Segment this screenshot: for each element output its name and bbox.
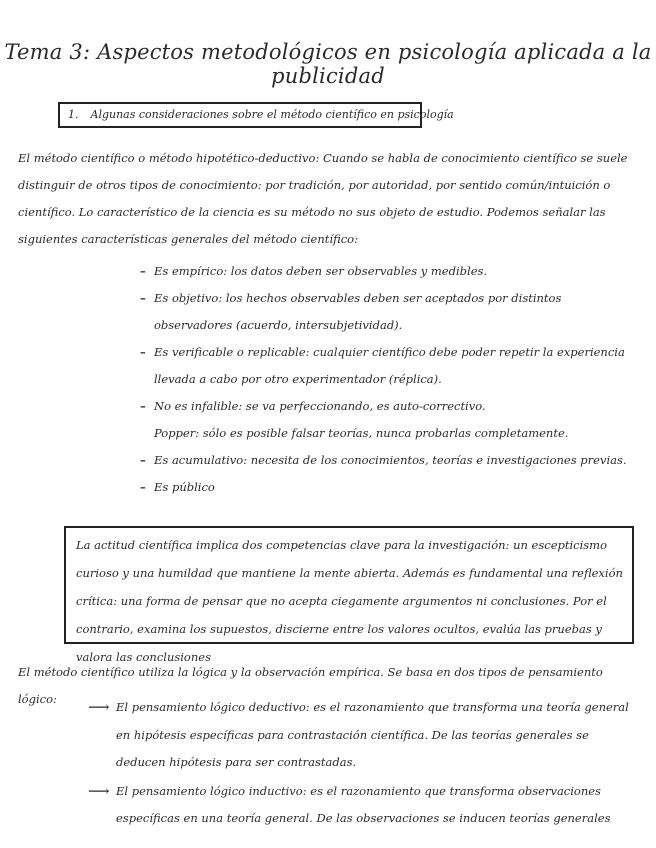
right-arrow-icon: ⟶ [88, 698, 110, 716]
list-item: – Es público [140, 474, 636, 501]
intro-paragraph [18, 145, 638, 253]
list-item [140, 393, 636, 447]
section-heading-box [58, 102, 454, 128]
callout-text: La actitud científica implica dos competencias clave para la investigación: un escepticismo curioso y una humildad que mantiene la mente abierta. Además es fundamental una reflexión crítica: una forma de pensar que no acepta ciegamente argumentos ni conclusiones. Por el contrario, examina los supuestos, discierne entre los valores ocultos, evalúa las pruebas y valora las conclusiones [76, 538, 623, 664]
logic-intro-text: El método científico utiliza la lógica y la observación empírica. Se basa en dos tipos de pensamiento lógico: [18, 665, 603, 706]
section-number: 1. [68, 108, 79, 121]
list-item-text: No es infalible: se va perfeccionando, es auto-correctivo. [154, 399, 486, 413]
popper-note: Popper: sólo es posible falsar teorías, nunca probarlas completamente. [154, 426, 569, 440]
list-item [88, 694, 636, 777]
scientific-attitude-box [64, 526, 634, 664]
section-heading: Algunas consideraciones sobre el método científico en psicología [90, 108, 454, 121]
list-item: – Es acumulativo: necesita de los conocimientos, teorías e investigaciones previas. [140, 447, 636, 474]
deductive-text: El pensamiento lógico deductivo: es el razonamiento que transforma una teoría general en hipótesis específicas para contrastación científica. De las teorías generales se deducen hipótesis para ser contrastadas. [116, 700, 629, 769]
list-item [88, 778, 636, 833]
logic-types-list [88, 694, 636, 833]
list-item: – Es objetivo: los hechos observables deben ser aceptados por distintos observadores (acuerdo, intersubjetividad). [140, 285, 636, 339]
list-item: – Es empírico: los datos deben ser observables y medibles. [140, 258, 636, 285]
inductive-text: El pensamiento lógico inductivo: es el razonamiento que transforma observaciones específicas en una teoría general. De las observaciones se inducen teorías generales [116, 783, 611, 825]
characteristics-list [140, 258, 636, 501]
page-title: Tema 3: Aspectos metodológicos en psicología aplicada a la publicidad [4, 40, 652, 88]
right-arrow-icon: ⟶ [88, 781, 110, 800]
list-item: – Es verificable o replicable: cualquier científico debe poder repetir la experiencia llevada a cabo por otro experimentador (réplica). [140, 339, 636, 393]
intro-text: El método científico o método hipotético-deductivo: Cuando se habla de conocimiento científico se suele distinguir de otros tipos de conocimiento: por tradición, por autoridad, por sentido común/intuición o científico. Lo característico de la ciencia es su método no sus objeto de estudio. Podemos señalar las siguientes características generales del método científico: [18, 151, 628, 246]
